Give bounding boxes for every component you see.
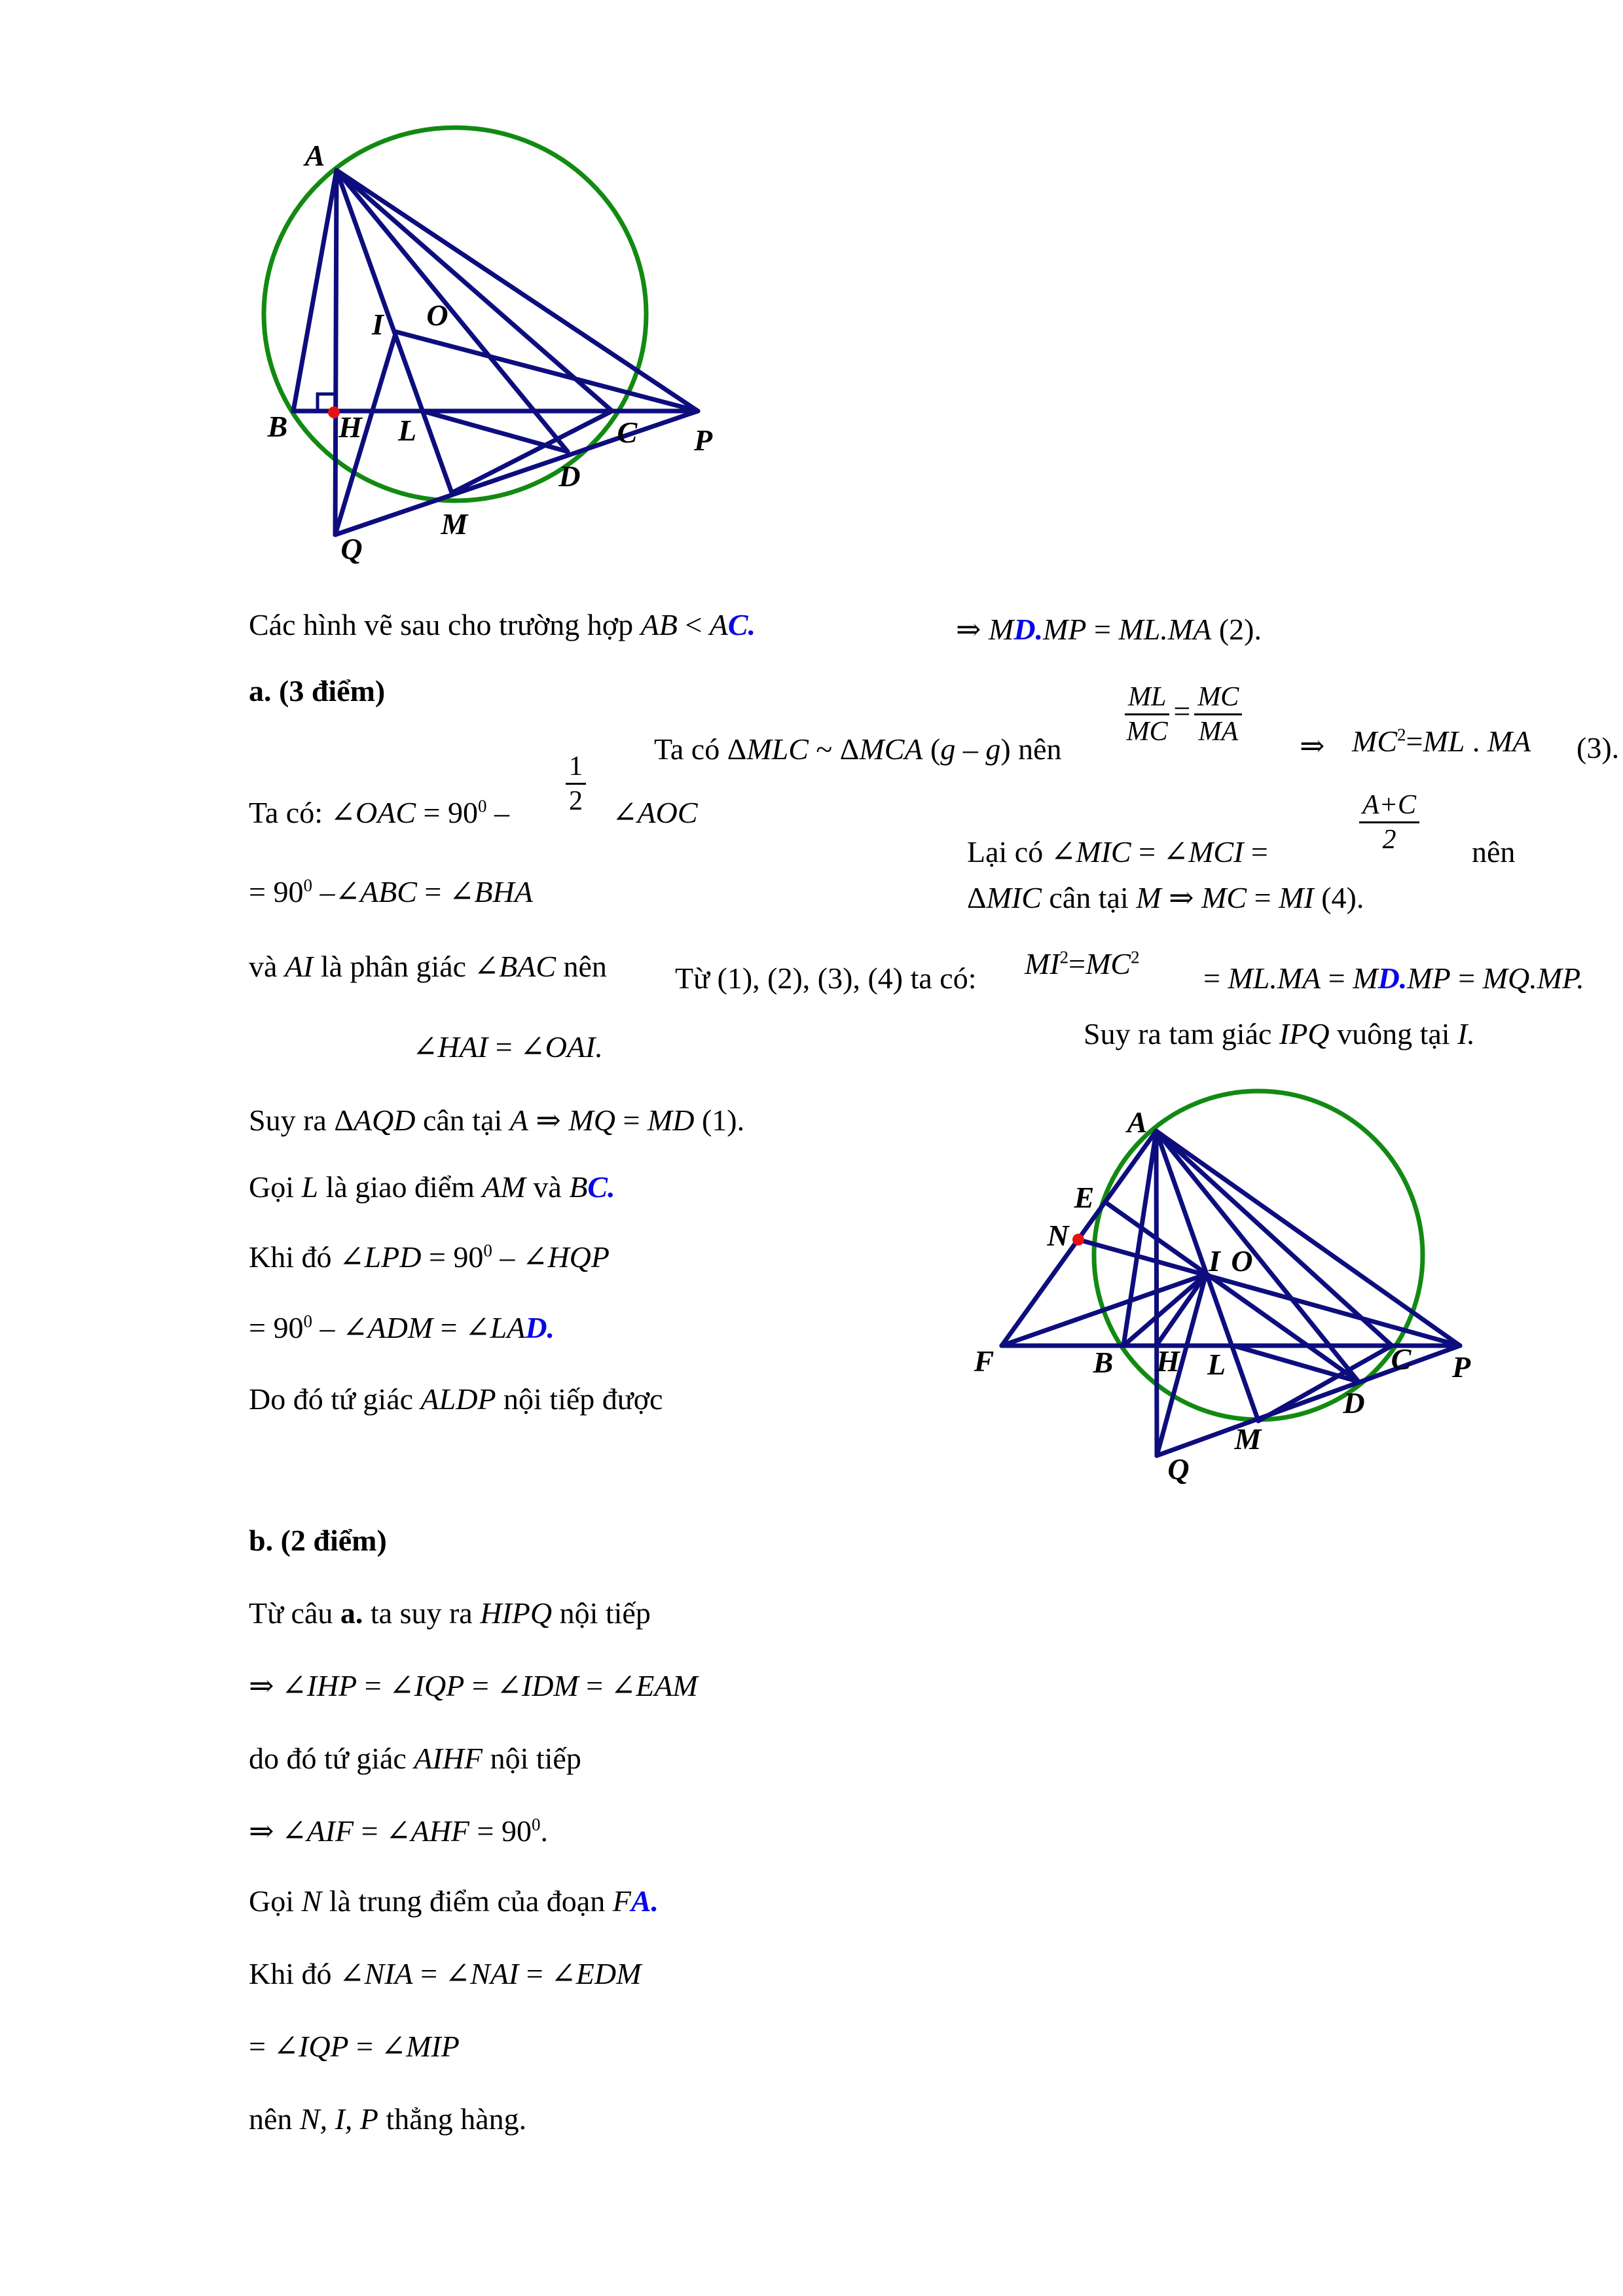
text-segment: =: [1243, 835, 1268, 869]
text-segment: AI: [284, 950, 314, 983]
text-segment: (2).: [1211, 613, 1262, 646]
fig2-label-A: A: [1127, 1105, 1148, 1139]
text-segment: C.: [587, 1170, 615, 1204]
text-line-R3b: [1472, 834, 1515, 870]
text-segment: IDM: [521, 1669, 579, 1702]
text-segment: MC: [1085, 947, 1131, 980]
fraction-numerator: 1: [566, 750, 586, 785]
text-segment: nội tiếp: [483, 1742, 581, 1775]
fig1-label-D: D: [558, 459, 581, 493]
text-segment: IQP: [299, 2030, 349, 2063]
text-segment: ∠: [612, 796, 638, 829]
text-segment: MLC: [746, 732, 809, 766]
text-line-L20: [249, 2101, 526, 2138]
fraction: [1125, 681, 1169, 748]
text-line-L14: [249, 1668, 698, 1704]
text-line-R3a: [967, 834, 1268, 870]
text-segment: –∠: [312, 875, 360, 908]
text-line-L3a: [249, 795, 509, 831]
text-segment: AIF: [306, 1814, 354, 1848]
fraction: [1359, 789, 1419, 856]
text-segment: IHP: [306, 1669, 357, 1702]
fraction-denominator: 2: [1382, 825, 1396, 855]
text-segment: OAC: [356, 796, 416, 829]
text-segment: ML: [1423, 725, 1465, 758]
text-segment: HAI: [437, 1030, 488, 1064]
fig2-label-N: N: [1047, 1219, 1069, 1252]
text-segment: HIPQ: [480, 1596, 553, 1630]
text-segment: NAI: [470, 1957, 519, 1990]
text-segment: = ∠: [1131, 835, 1189, 869]
text-segment: =: [1203, 961, 1228, 995]
text-segment: .: [1465, 725, 1487, 758]
fraction: [566, 750, 586, 817]
fraction-denominator: MA: [1198, 717, 1239, 747]
text-segment: (: [922, 732, 941, 766]
text-line-R2d: [1352, 723, 1531, 760]
text-line-L4: [249, 874, 533, 910]
text-segment: OAI.: [545, 1030, 603, 1064]
text-segment: a.: [340, 1596, 363, 1630]
text-segment: 2: [1397, 725, 1406, 745]
text-segment: ADM: [367, 1311, 433, 1344]
text-segment: ALDP: [420, 1382, 496, 1416]
text-segment: Khi đó ∠: [249, 1957, 365, 1990]
text-line-L18: [249, 1956, 641, 1992]
text-segment: MA: [1487, 725, 1531, 758]
text-segment: Do đó tứ giác: [249, 1382, 421, 1416]
text-segment: AIHF: [414, 1742, 483, 1775]
text-segment: B: [569, 1170, 588, 1204]
fraction-numerator: A+C: [1359, 789, 1419, 823]
text-line-R2a: [654, 731, 1062, 768]
fig2-edge-FI: [1002, 1274, 1206, 1346]
fig2-label-I: I: [1209, 1244, 1220, 1278]
text-segment: = 90: [249, 1311, 304, 1344]
fraction-numerator: MC: [1194, 681, 1242, 715]
text-line-R5c: [1203, 960, 1584, 997]
text-segment: ⇒: [956, 613, 989, 646]
text-line-R2e: [1577, 730, 1619, 766]
text-segment: MP: [1407, 961, 1451, 995]
text-segment: =: [1321, 961, 1353, 995]
text-segment: F: [612, 1884, 631, 1918]
fig2-label-E: E: [1074, 1181, 1095, 1214]
text-segment: b. (2 điểm): [249, 1524, 387, 1557]
fraction-denominator: MC: [1126, 717, 1168, 747]
text-segment: EDM: [575, 1957, 642, 1990]
text-segment: nội tiếp được: [496, 1382, 663, 1416]
fraction-numerator: ML: [1125, 681, 1169, 715]
text-segment: MCI: [1188, 835, 1244, 869]
fig2-label-C: C: [1391, 1342, 1412, 1376]
text-segment: = ∠: [488, 1030, 545, 1064]
text-segment: nội tiếp: [552, 1596, 651, 1630]
text-line-R5a: [675, 960, 976, 997]
fig2-label-Q: Q: [1167, 1452, 1190, 1486]
text-segment: = 90: [469, 1814, 532, 1848]
text-line-L8: [249, 1169, 615, 1206]
text-segment: và: [249, 950, 285, 983]
text-segment: do đó tứ giác: [249, 1742, 414, 1775]
fig1-label-M: M: [441, 507, 468, 541]
fig1-label-L: L: [397, 414, 417, 447]
fig1-label-I: I: [372, 308, 384, 341]
text-segment: = ∠: [416, 875, 475, 908]
text-segment: MD: [647, 1103, 695, 1137]
text-segment: Suy ra Δ: [249, 1103, 354, 1137]
text-segment: ) nên: [1000, 732, 1062, 766]
text-line-L7: [249, 1102, 744, 1139]
text-segment: A: [709, 608, 728, 641]
fig2-label-P: P: [1451, 1350, 1471, 1384]
fig1-edge-IP: [396, 332, 698, 411]
text-segment: 0: [303, 875, 312, 895]
text-segment: = ∠: [354, 1814, 411, 1848]
fig2-label-M: M: [1234, 1422, 1262, 1456]
text-segment: I.: [1457, 1017, 1475, 1050]
text-segment: Ta có: ∠: [249, 796, 356, 829]
text-line-R1: [956, 611, 1262, 648]
text-segment: L: [301, 1170, 319, 1204]
text-segment: N: [301, 1884, 322, 1918]
text-segment: MIC: [986, 881, 1042, 914]
fig2-label-F: F: [974, 1344, 994, 1378]
text-segment: ⇒: [1300, 729, 1325, 762]
text-segment: MQ.MP.: [1482, 961, 1584, 995]
text-segment: = 90: [416, 796, 478, 829]
text-line-R2b: [1121, 681, 1246, 748]
fig1-label-B: B: [267, 410, 288, 443]
text-segment: g: [940, 732, 956, 766]
text-segment: MCA: [859, 732, 923, 766]
text-segment: AB: [640, 608, 678, 641]
text-segment: g: [985, 732, 1001, 766]
text-segment: ta suy ra: [363, 1596, 481, 1630]
text-segment: Gọi: [249, 1884, 302, 1918]
text-segment: AQD: [353, 1103, 416, 1137]
text-segment: =: [615, 1103, 647, 1137]
text-segment: = ∠: [433, 1311, 490, 1344]
text-line-L6: [412, 1029, 603, 1066]
text-segment: .: [540, 1814, 548, 1848]
text-segment: IPQ: [1279, 1017, 1330, 1050]
text-segment: Δ: [967, 881, 987, 914]
fig2-geometry-figure: [949, 1080, 1525, 1538]
fig2-label-L: L: [1207, 1348, 1226, 1381]
fig1-edge-QP: [335, 411, 698, 535]
text-segment: vuông tại: [1329, 1017, 1458, 1050]
fig1-label-C: C: [617, 416, 638, 449]
text-segment: nên: [1472, 835, 1516, 869]
text-segment: 0: [478, 796, 487, 816]
text-segment: MIC: [1076, 835, 1131, 869]
text-line-R4: [967, 880, 1364, 916]
text-segment: EAM: [636, 1669, 698, 1702]
text-segment: – ∠: [492, 1240, 548, 1274]
fig1-label-P: P: [693, 423, 713, 457]
text-segment: LA: [490, 1311, 526, 1344]
fraction: [1194, 681, 1242, 748]
text-segment: A.: [630, 1884, 659, 1918]
text-segment: ∠: [412, 1030, 438, 1064]
text-line-L17: [249, 1883, 659, 1920]
text-line-L16: [249, 1813, 548, 1850]
fig2-red-point-dot: [1072, 1234, 1084, 1246]
text-segment: là phân giác ∠: [313, 950, 500, 983]
text-segment: 0: [531, 1814, 541, 1835]
fig1-label-O: O: [426, 298, 448, 332]
text-segment: (3).: [1577, 731, 1620, 764]
text-segment: nên: [249, 2102, 300, 2136]
fig2-edge-LD: [1233, 1346, 1359, 1382]
text-segment: là trung điểm của đoạn: [321, 1884, 613, 1918]
text-segment: = 90: [421, 1240, 484, 1274]
text-segment: = 90: [249, 875, 304, 908]
fig1-label-A: A: [304, 139, 325, 172]
text-segment: AOC: [637, 796, 698, 829]
text-line-L5: [249, 948, 607, 985]
text-segment: C.: [727, 608, 756, 641]
text-segment: MI: [1025, 947, 1060, 980]
text-segment: MC: [1201, 881, 1247, 914]
fig2-label-B: B: [1093, 1346, 1114, 1379]
text-segment: = ∠: [519, 1957, 576, 1990]
text-segment: N, I, P: [299, 2102, 379, 2136]
text-line-L13: [249, 1595, 651, 1632]
fig2-label-D: D: [1343, 1386, 1365, 1420]
text-segment: M: [989, 613, 1014, 646]
text-segment: MI: [1279, 881, 1314, 914]
text-segment: ⇒ ∠: [249, 1814, 307, 1848]
text-segment: MC: [1352, 725, 1397, 758]
text-segment: =: [1247, 881, 1279, 914]
text-line-L12: [249, 1522, 387, 1559]
text-line-L19: [249, 2028, 460, 2065]
text-segment: (1).: [694, 1103, 745, 1137]
text-segment: cân tại: [1041, 881, 1137, 914]
text-segment: nên: [556, 950, 607, 983]
text-segment: MP: [1043, 613, 1087, 646]
text-line-L11: [249, 1381, 663, 1418]
text-segment: = ∠: [348, 2030, 407, 2063]
text-segment: D.: [525, 1311, 555, 1344]
text-segment: LPD: [364, 1240, 422, 1274]
text-segment: ⇒: [1161, 881, 1202, 914]
text-segment: –: [486, 796, 509, 829]
text-segment: ABC: [360, 875, 417, 908]
text-segment: Từ câu: [249, 1596, 340, 1630]
fig1-label-Q: Q: [340, 532, 363, 565]
text-segment: AM: [482, 1170, 526, 1204]
fig2-edge-AC: [1156, 1131, 1392, 1346]
text-segment: BHA: [474, 875, 533, 908]
text-segment: M: [1136, 881, 1161, 914]
text-line-L2: [249, 673, 385, 709]
text-line-L9: [249, 1239, 610, 1276]
text-segment: BAC: [499, 950, 556, 983]
text-line-R5b: [1025, 946, 1140, 982]
text-segment: 0: [303, 1311, 312, 1331]
text-segment: Suy ra tam giác: [1084, 1017, 1279, 1050]
text-line-R2c: [1300, 728, 1325, 764]
text-segment: MIP: [406, 2030, 460, 2063]
text-segment: Ta có Δ: [654, 732, 747, 766]
text-segment: ⇒ ∠: [249, 1669, 307, 1702]
text-segment: cân tại: [415, 1103, 510, 1137]
fig1-geometry-figure: [236, 98, 740, 615]
text-segment: =: [1086, 613, 1119, 646]
fig2-edge-AP: [1156, 1131, 1460, 1346]
text-segment: ML.MA: [1118, 613, 1212, 646]
text-segment: NIA: [364, 1957, 413, 1990]
text-segment: Gọi: [249, 1170, 302, 1204]
text-line-R3f: [1355, 789, 1423, 856]
text-segment: ~ Δ: [808, 732, 860, 766]
text-segment: a. (3 điểm): [249, 674, 386, 708]
text-line-L10: [249, 1310, 555, 1346]
text-segment: D.: [1377, 961, 1408, 995]
text-segment: Khi đó ∠: [249, 1240, 365, 1274]
text-segment: IQP: [414, 1669, 465, 1702]
text-line-L3f: [562, 750, 590, 817]
text-segment: – ∠: [312, 1311, 368, 1344]
text-segment: D.: [1013, 613, 1044, 646]
text-segment: =: [1068, 947, 1086, 980]
text-segment: AHF: [410, 1814, 470, 1848]
text-segment: 0: [483, 1240, 492, 1261]
text-segment: Các hình vẽ sau cho trường hợp: [249, 608, 641, 641]
text-segment: MQ: [568, 1103, 615, 1137]
text-line-L15: [249, 1740, 581, 1777]
fraction-denominator: 2: [569, 786, 583, 816]
text-segment: –: [955, 732, 986, 766]
text-segment: Từ (1), (2), (3), (4) ta có:: [675, 961, 977, 995]
fig1-label-H: H: [338, 410, 362, 444]
fig1-edge-LD: [422, 411, 568, 452]
text-segment: Lại có ∠: [967, 835, 1076, 869]
text-segment: <: [677, 608, 710, 641]
fig2-label-O: O: [1231, 1244, 1253, 1278]
text-segment: A: [509, 1103, 528, 1137]
text-segment: và: [525, 1170, 570, 1204]
text-segment: ⇒: [528, 1103, 569, 1137]
fig1-edge-AQ: [335, 170, 337, 535]
text-segment: 2: [1059, 947, 1069, 967]
text-segment: là giao điểm: [318, 1170, 483, 1204]
fig1-edge-MC: [452, 411, 612, 493]
text-segment: = ∠: [249, 2030, 299, 2063]
text-segment: =: [1450, 961, 1483, 995]
text-segment: =: [1173, 694, 1191, 728]
text-segment: thẳng hàng.: [378, 2102, 527, 2136]
text-segment: 2: [1131, 947, 1140, 967]
text-line-L3b: [612, 795, 698, 831]
text-segment: = ∠: [464, 1669, 522, 1702]
text-line-R6: [1084, 1016, 1475, 1052]
text-segment: = ∠: [357, 1669, 414, 1702]
text-segment: =: [1406, 725, 1423, 758]
fig2-edge-ED: [1106, 1203, 1359, 1382]
fig2-edge-QP: [1157, 1346, 1460, 1456]
fig2-edge-NP: [1078, 1240, 1460, 1346]
fig2-edge-AB: [1123, 1131, 1156, 1346]
text-segment: ML.MA: [1228, 961, 1321, 995]
text-segment: = ∠: [412, 1957, 471, 1990]
text-segment: M: [1353, 961, 1378, 995]
text-segment: HQP: [547, 1240, 610, 1274]
fig2-label-H: H: [1156, 1344, 1180, 1378]
text-segment: (4).: [1313, 881, 1364, 914]
text-segment: = ∠: [578, 1669, 636, 1702]
